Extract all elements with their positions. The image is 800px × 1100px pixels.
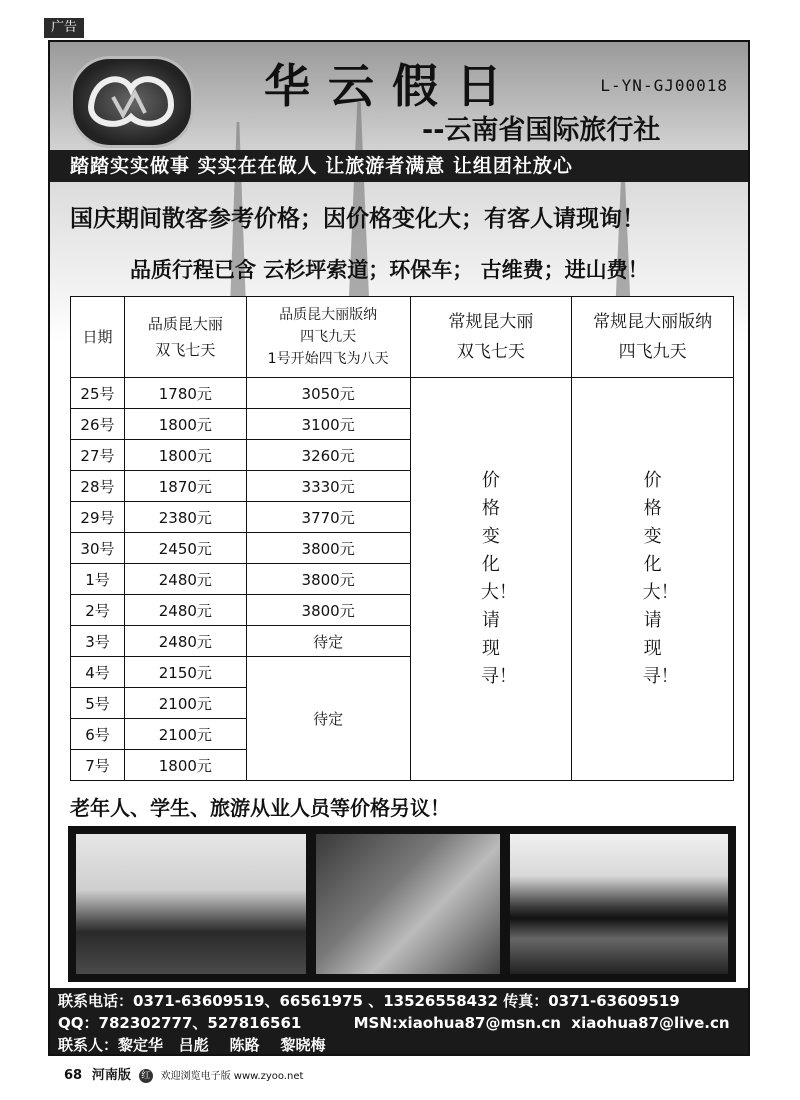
table-row: 27号 1800元 3260元 bbox=[71, 440, 734, 471]
table-row: 7号 1800元 bbox=[71, 750, 734, 781]
edition-badge-icon: 红 bbox=[139, 1069, 153, 1083]
contact-persons: 联系人：黎定华 吕彪 陈路 黎晓梅 bbox=[58, 1036, 326, 1054]
slogan-bar: 踏踏实实做事 实实在在做人 让旅游者满意 让组团社放心 bbox=[50, 150, 748, 182]
page-number: 68 bbox=[64, 1068, 83, 1083]
footer-url[interactable]: 欢迎浏览电子版 www.zyoo.net bbox=[160, 1071, 304, 1082]
discount-note: 老年人、学生、旅游从业人员等价格另议！ bbox=[70, 796, 450, 820]
page-footer bbox=[64, 1064, 303, 1083]
header-regular-kdlbn: 常规昆大丽版纳 四飞九天 bbox=[572, 297, 734, 378]
table-row: 29号 2380元 3770元 bbox=[71, 502, 734, 533]
table-row: 4号 2150元 待定 bbox=[71, 657, 734, 688]
merged-note-regular-kdl: 价格变化大！请现寻！ bbox=[410, 378, 572, 781]
table-row: 28号 1870元 3330元 bbox=[71, 471, 734, 502]
header-quality-kdl: 品质昆大丽 双飞七天 bbox=[124, 297, 246, 378]
header-quality-kdlbn: 品质昆大丽版纳 四飞九天 1号开始四飞为八天 bbox=[246, 297, 410, 378]
company-logo bbox=[70, 56, 194, 148]
advertisement-frame bbox=[48, 40, 750, 1056]
license-number: L-YN-GJ00018 bbox=[600, 76, 728, 95]
stone-forest-photo bbox=[76, 834, 306, 974]
contact-phone: 联系电话：0371-63609519、66561975 、13526558432 传真：0371-63609519 bbox=[58, 992, 680, 1010]
table-row: 26号 1800元 3100元 bbox=[71, 409, 734, 440]
table-row: 3号 2480元 待定 bbox=[71, 626, 734, 657]
table-row: 6号 2100元 bbox=[71, 719, 734, 750]
brand-name: 华云假日 bbox=[264, 59, 520, 113]
table-row: 5号 2100元 bbox=[71, 688, 734, 719]
price-table bbox=[70, 296, 734, 781]
table-row: 2号 2480元 3800元 bbox=[71, 595, 734, 626]
contact-qq-msn: QQ：782302777、527816561 MSN:xiaohua87@msn.cn xiaohua87@live.cn bbox=[58, 1014, 730, 1032]
itinerary-notice: 品质行程已含 云杉坪索道；环保车； 古维费；进山费！ bbox=[130, 258, 649, 282]
merged-note-regular-kdlbn: 价格变化大！请现寻！ bbox=[572, 378, 734, 781]
photo-strip bbox=[68, 826, 736, 982]
contact-bar bbox=[50, 988, 748, 1056]
table-row: 30号 2450元 3800元 bbox=[71, 533, 734, 564]
table-row: 1号 2480元 3800元 bbox=[71, 564, 734, 595]
edition-label: 河南版 bbox=[91, 1068, 131, 1083]
price-notice: 国庆期间散客参考价格；因价格变化大；有客人请现询！ bbox=[70, 206, 645, 232]
garden-photo bbox=[316, 834, 500, 974]
header-regular-kdl: 常规昆大丽 双飞七天 bbox=[410, 297, 572, 378]
three-pagodas-photo bbox=[510, 834, 728, 974]
agency-name: --云南省国际旅行社 bbox=[422, 115, 661, 146]
header-date: 日期 bbox=[71, 297, 125, 378]
table-row: 25号 1780元 3050元 价格变化大！请现寻！ 价格变化大！请现寻！ bbox=[71, 378, 734, 409]
ad-tag: 广告 bbox=[44, 18, 84, 38]
